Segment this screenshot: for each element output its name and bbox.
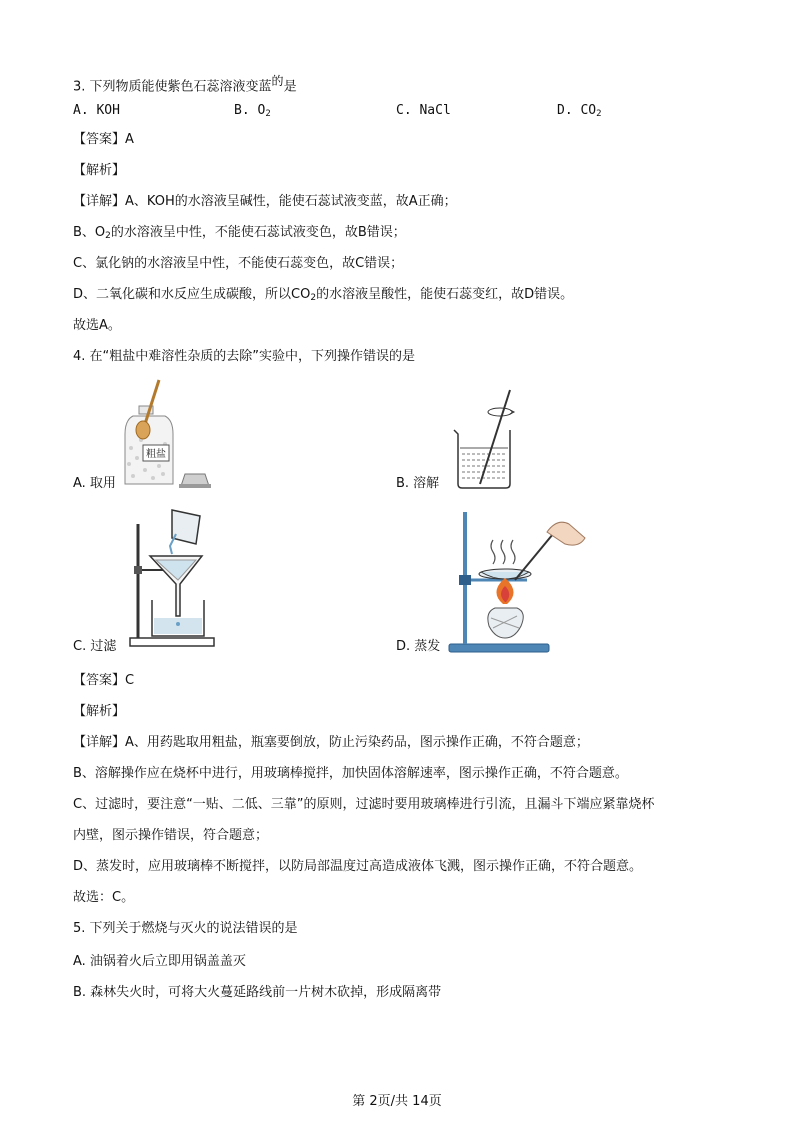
q3-stem-text: 3. 下列物质能使紫色石蕊溶液变蓝 <box>73 79 272 95</box>
q4-detail-5: D、蒸发时，应用玻璃棒不断搅拌，以防局部温度过高造成液体飞溅，图示操作正确，不符合题意。 <box>73 859 643 874</box>
q4-detail-2: B、溶解操作应在烧杯中进行，用玻璃棒搅拌，加快固体溶解速率，图示操作正确，不符合题意。 <box>73 766 628 781</box>
q3-detail-2-sub: 2 <box>105 231 111 241</box>
q3-detail-2b: 的水溶液呈中性，不能使石蕊试液变色，故B错误； <box>110 225 406 240</box>
q4-option-c: C. 过滤 <box>73 639 117 654</box>
q4-conclusion: 故选：C。 <box>73 890 135 905</box>
q3-detail-2a: B、O <box>73 225 106 240</box>
q3-conclusion: 故选A。 <box>73 318 121 333</box>
q4-detail-3: C、过滤时，要注意“一贴、二低、三靠”的原则，过滤时要用玻璃棒进行引流，且漏斗下端应紧靠烧杯 <box>73 797 655 812</box>
q3-option-d-sub: 2 <box>596 109 602 119</box>
q4-option-b: B. 溶解 <box>396 476 440 491</box>
q4-stem: 4. 在“粗盐中难溶性杂质的去除”实验中，下列操作错误的是 <box>73 349 416 364</box>
q3-answer: 【答案】A <box>73 132 134 147</box>
q4-analysis: 【解析】 <box>73 704 126 719</box>
q5-stem: 5. 下列关于燃烧与灭火的说法错误的是 <box>73 921 298 936</box>
q5-option-a: A. 油锅着火后立即用锅盖盖灭 <box>73 954 246 969</box>
filtration-figure <box>122 508 222 650</box>
q3-detail-4-sub: 2 <box>310 293 317 303</box>
q4-option-a: A. 取用 <box>73 476 116 491</box>
q3-detail-1: 【详解】A、KOH的水溶液呈碱性，能使石蕊试液变蓝，故A正确； <box>73 194 457 209</box>
q3-option-b-sub: 2 <box>265 109 271 119</box>
q4-detail-4: 内壁，图示操作错误，符合题意； <box>73 828 269 843</box>
q3-option-b-text: B. O <box>234 103 266 118</box>
q3-detail-3: C、氯化钠的水溶液呈中性，不能使石蕊变色，故C错误； <box>73 256 404 271</box>
q3-option-a: A. KOH <box>73 103 120 118</box>
evaporation-figure <box>445 508 590 654</box>
q4-detail-1: 【详解】A、用药匙取用粗盐，瓶塞要倒放，防止污染药品，图示操作正确，不符合题意； <box>73 735 589 750</box>
page-footer: 第 2页/共 14页 <box>352 1094 442 1109</box>
q3-detail-4 <box>73 286 573 304</box>
q5-option-b: B. 森林失火时，可将大火蔓延路线前一片树木砍掉，形成隔离带 <box>73 985 442 1000</box>
q3-stem-tail: 的 <box>271 74 284 88</box>
q3-stem <box>73 72 297 96</box>
q3-option-d <box>557 102 602 120</box>
q3-detail-4b: 的水溶液呈酸性，能使石蕊变红，故D错误。 <box>316 287 574 302</box>
q3-option-d-text: D. CO <box>557 103 597 118</box>
q3-option-c: C. NaCl <box>396 103 451 118</box>
q4-option-d: D. 蒸发 <box>396 639 441 654</box>
q4-answer: 【答案】C <box>73 673 135 688</box>
q3-option-b <box>234 102 271 120</box>
q3-detail-2 <box>73 224 406 242</box>
reagent-jar-figure <box>115 378 220 490</box>
q3-detail-4a: D、二氧化碳和水反应生成碳酸，所以CO <box>73 287 311 302</box>
jar-label: 粗盐 <box>146 449 166 460</box>
q3-stem-end: 是 <box>283 79 297 95</box>
beaker-stirring-figure <box>448 388 520 492</box>
q3-analysis: 【解析】 <box>73 163 126 178</box>
